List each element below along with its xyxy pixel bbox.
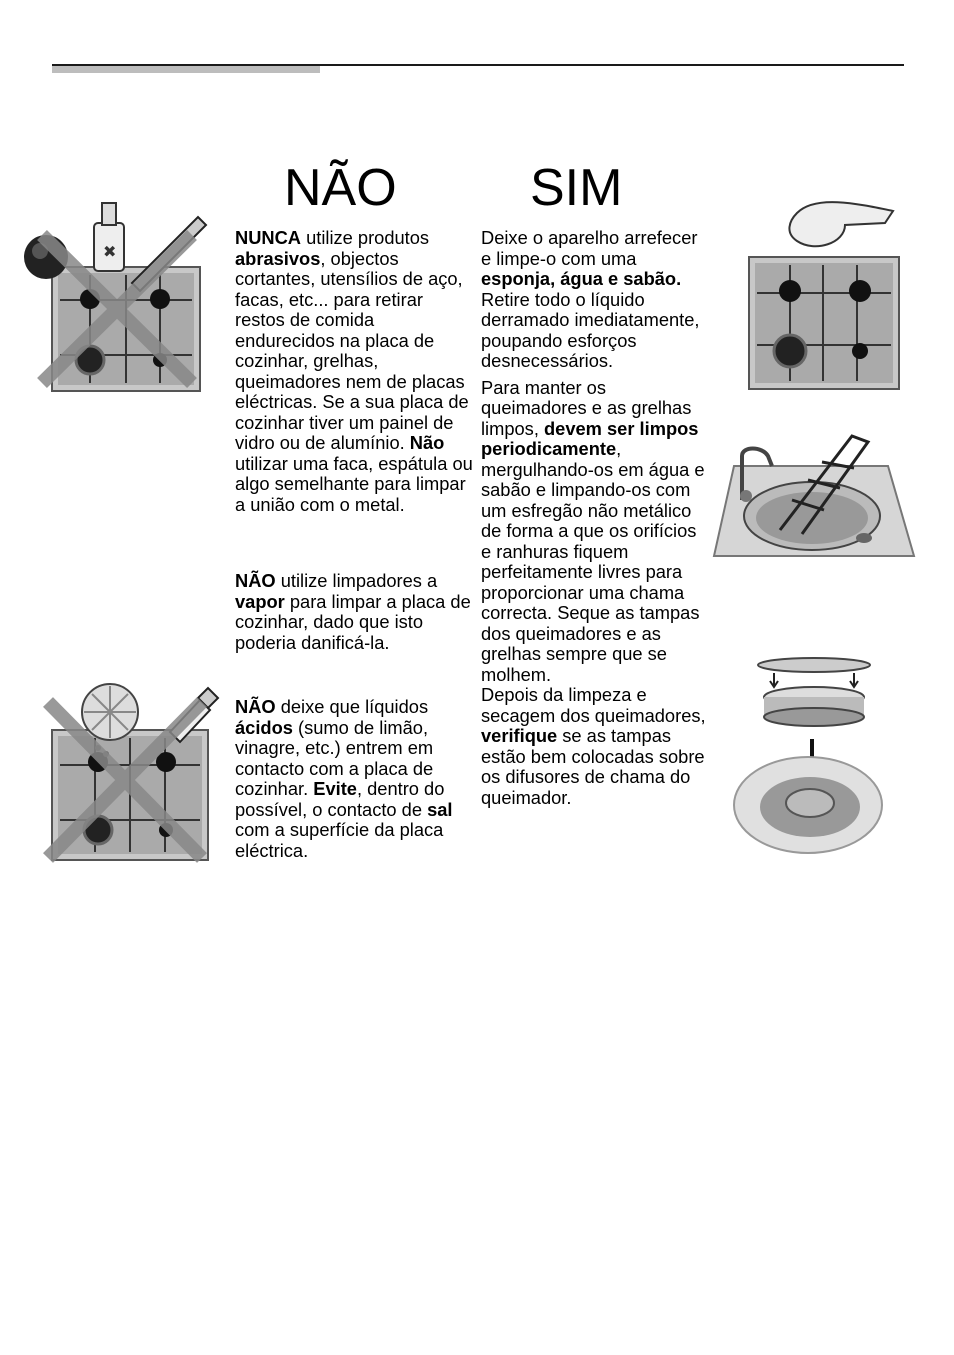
text-run: Deixe o aparelho arrefecer e limpe-o com uma: [481, 227, 698, 269]
bold-run: sal: [427, 798, 453, 820]
sim-column: [481, 228, 707, 808]
grill-in-sink-icon: [712, 430, 916, 565]
text-run: utilizar uma faca, espátula ou algo semelhante para limpar a união com o metal.: [235, 452, 473, 515]
text-run: Retire todo o líquido derramado imediatamente, poupando esforços desnecessários.: [481, 288, 700, 371]
text-run: com a superfície da placa eléctrica.: [235, 819, 444, 861]
bold-run: Evite: [313, 778, 357, 799]
bold-run: esponja, água e sabão.: [481, 268, 682, 289]
bold-run: NUNCA: [235, 227, 302, 248]
hob-with-acids-salt-crossed-icon: [40, 680, 220, 865]
bold-run: abrasivos: [235, 247, 321, 269]
bold-run: devem ser limpos periodicamente: [481, 417, 699, 459]
bold-run: Não: [409, 432, 445, 453]
header-rule-accent: [52, 66, 320, 73]
text-run: para limpar a placa de cozinhar, dado que isto poderia danificá-la.: [235, 590, 471, 653]
hob-with-sponge-icon: [745, 195, 905, 395]
nao-paragraph-abrasives: [235, 228, 475, 515]
heading-nao: NÃO: [284, 159, 397, 217]
text-run: Depois da limpeza e secagem dos queimadores,: [481, 684, 706, 726]
text-run: (sumo de limão, vinagre, etc.) entrem em contacto com a placa de cozinhar.: [235, 716, 434, 799]
nao-paragraph-acids: [235, 697, 475, 861]
bold-run: NÃO: [235, 696, 276, 717]
text-run: Para manter os queimadores e as grelhas limpos,: [481, 376, 692, 439]
bold-run: verifique: [481, 725, 558, 746]
sim-paragraph-sponge: [481, 228, 707, 372]
text-run: , mergulhando-os em água e sabão e limpando-os com um esfregão não metálico de forma a que os orifícios e ranhuras fiquem perfeitamente livres para proporcionar uma chama correcta. Seque as tampas dos queimadores e as grelhas sempre que se molhem.: [481, 438, 705, 685]
svg-text:✖: ✖: [103, 242, 117, 261]
text-run: se as tampas estão bem colocadas sobre os difusores de chama do queimador.: [481, 725, 705, 808]
nao-paragraph-steam: [235, 571, 475, 653]
bold-run: ácidos: [235, 716, 293, 738]
text-run: utilize limpadores a: [275, 570, 438, 591]
burner-cap-assembly-icon: [730, 655, 885, 860]
sim-paragraph-burners: [481, 378, 707, 686]
bold-run: NÃO: [235, 570, 276, 591]
text-run: , objectos cortantes, utensílios de aço, facas, etc... para retirar restos de comida endurecidos na placa de cozinhar, grelhas, queimadores nem de placas eléctricas. Se a sua placa de cozinhar tiver um painel de vidro ou de alumínio.: [235, 247, 469, 453]
nao-column: [235, 228, 475, 861]
bold-run: vapor: [235, 590, 285, 612]
hob-with-abrasives-crossed-icon: [20, 195, 210, 405]
heading-sim: SIM: [530, 159, 623, 217]
sim-paragraph-verify: [481, 685, 707, 808]
text-run: deixe que líquidos: [275, 696, 429, 717]
text-run: , dentro do possível, o contacto de: [235, 778, 445, 820]
text-run: utilize produtos: [301, 227, 430, 248]
